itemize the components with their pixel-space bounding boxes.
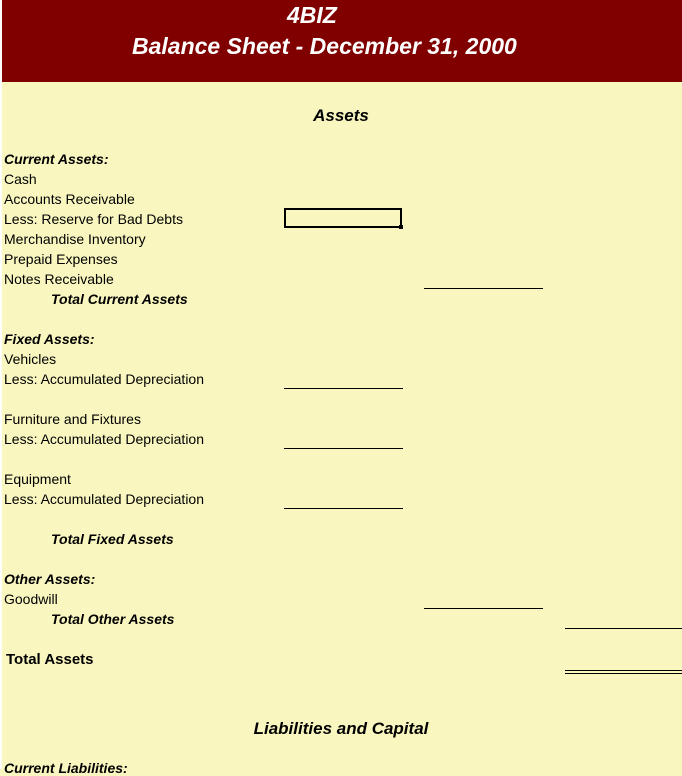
reserve-bad-debts-label[interactable]: Less: Reserve for Bad Debts (4, 211, 183, 227)
goodwill-underline (424, 608, 543, 609)
fill-handle[interactable] (399, 225, 403, 229)
equipment-label[interactable]: Equipment (4, 471, 71, 487)
selected-cell[interactable] (284, 208, 402, 228)
vehicles-underline (284, 388, 403, 389)
furniture-label[interactable]: Furniture and Fixtures (4, 411, 141, 427)
total-assets-label[interactable]: Total Assets (6, 651, 94, 668)
current-liabilities-heading[interactable]: Current Liabilities: (4, 760, 128, 776)
goodwill-label[interactable]: Goodwill (4, 591, 58, 607)
total-other-assets-label[interactable]: Total Other Assets (51, 611, 175, 627)
company-name: 4BIZ (287, 2, 337, 28)
total-assets-double-underline (565, 670, 682, 674)
vehicles-label[interactable]: Vehicles (4, 351, 57, 367)
sheet-header (2, 0, 682, 82)
total-current-assets-label[interactable]: Total Current Assets (51, 291, 188, 307)
current-assets-underline (424, 288, 543, 289)
prepaid-expenses-label[interactable]: Prepaid Expenses (4, 251, 118, 267)
assets-heading: Assets (313, 106, 369, 125)
equipment-underline (284, 508, 403, 509)
liabilities-heading: Liabilities and Capital (253, 719, 429, 738)
furniture-underline (284, 448, 403, 449)
accounts-receivable-label[interactable]: Accounts Receivable (4, 191, 135, 207)
other-assets-heading[interactable]: Other Assets: (4, 571, 96, 587)
notes-receivable-label[interactable]: Notes Receivable (4, 271, 114, 287)
other-assets-total-underline (565, 628, 682, 629)
furniture-depreciation-label[interactable]: Less: Accumulated Depreciation (4, 431, 204, 447)
fixed-assets-heading[interactable]: Fixed Assets: (4, 331, 95, 347)
equipment-depreciation-label[interactable]: Less: Accumulated Depreciation (4, 491, 204, 507)
cash-label[interactable]: Cash (4, 171, 37, 187)
current-assets-heading[interactable]: Current Assets: (4, 151, 109, 167)
total-fixed-assets-label[interactable]: Total Fixed Assets (51, 531, 174, 547)
sheet-title: Balance Sheet - December 31, 2000 (132, 33, 517, 59)
merchandise-inventory-label[interactable]: Merchandise Inventory (4, 231, 146, 247)
vehicles-depreciation-label[interactable]: Less: Accumulated Depreciation (4, 371, 204, 387)
